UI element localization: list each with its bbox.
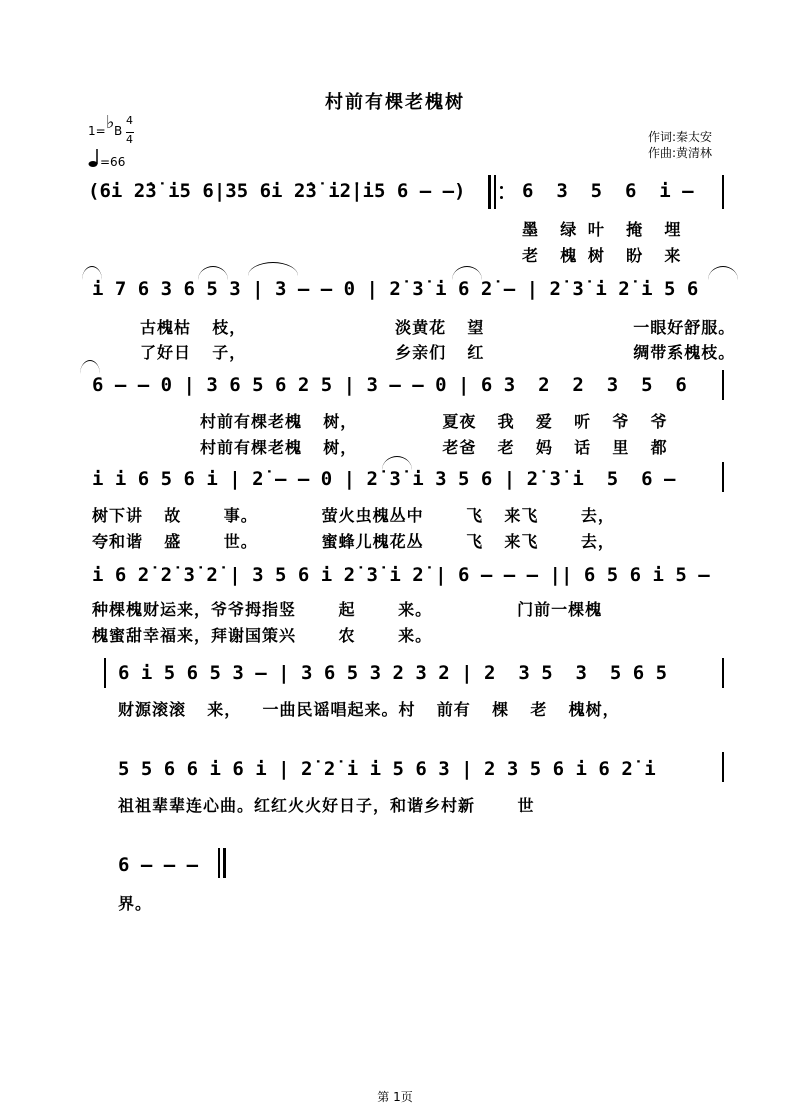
lyric-verse-2: 老 槐 树 盼 来 [522,246,682,265]
barline [722,752,724,782]
lyric-verse-2: 村前有棵老槐 树， 老爸 老 妈 话 里 都 [200,438,668,457]
key-label: 1= [88,124,106,138]
lyric-verse-1: 界。 [118,894,153,913]
barline [722,175,724,209]
page-number: 第 1页 [377,1090,413,1104]
slur [708,266,738,280]
flat-sign: ♭ [106,112,115,133]
repeat-dot [500,186,503,189]
key-note: B [114,124,123,138]
notation-line-1b: 6 3 5 6 i – [522,180,694,202]
tempo-marking: =66 [100,155,126,169]
lyric-verse-2: 夸和谐 盛 世。 蜜蜂儿槐花丛 飞 来飞 去， [92,532,615,551]
notation-line-8: 6 – – – [118,854,199,876]
repeat-dot [500,196,503,199]
lyric-verse-1: 墨 绿 叶 掩 埋 [522,220,682,239]
notation-line-7: 5 5 6 6 i 6 i | 2̇ 2̇ i i 5 6 3 | 2 3 5 6 i 6 2̇ i [118,758,656,780]
barline [722,658,724,688]
notation-line-4: i i 6 5 6 i | 2̇ – – 0 | 2̇ 3̇ i 3 5 6 | 2̇ 3̇ i 5 6 – [92,468,676,490]
lyric-verse-1: 树下讲 故 事。 萤火虫槐丛中 飞 来飞 去， [92,506,615,525]
final-barline-thin [218,848,220,878]
lyric-verse-1: 财源滚滚 来， 一曲民谣唱起来。村 前有 棵 老 槐树， [118,700,620,719]
lyric-verse-1: 村前有棵老槐 树， 夏夜 我 爱 听 爷 爷 [200,412,668,431]
lyric-verse-2: 槐蜜甜幸福来，拜谢国策兴 农 来。 [92,626,433,645]
notation-line-2: i 7 6 3 6 5 3 | 3 – – 0 | 2̇ 3̇ i 6 2̇ – | 2̇ 3̇ i 2̇ i 5 6 [92,278,699,300]
barline [104,658,106,688]
lyric-verse-1: 古槐枯 枝， 淡黄花 望 一眼好舒服。 [140,318,736,337]
notation-line-1: (6i 2̇3̇ i5 6|35 6i 2̇3̇ i2̇|i5 6 – –) [88,180,466,202]
lyric-verse-2: 了好日 子， 乡亲们 红 绸带系槐枝。 [140,343,736,362]
lyric-verse-1: 祖祖辈辈连心曲。红红火火好日子，和谐乡村新 世 [118,796,535,815]
repeat-barline [488,175,491,209]
notation-line-5: i 6 2̇ 2̇ 3̇ 2̇ | 3 5 6 i 2̇ 3̇ i 2̇ | 6 – – – || 6 5 6 i 5 – [92,564,710,586]
composer-credit: 作曲:黄清林 [647,146,712,160]
slur [248,262,298,276]
song-title: 村前有棵老槐树 [325,92,465,113]
notation-line-3: 6 – – 0 | 3 6 5 6 2 5 | 3 – – 0 | 6 3 2 2 3 5 6 [92,374,687,396]
time-signature-bottom: 4 [126,133,133,146]
barline [722,462,724,492]
lyricist-credit: 作词:秦太安 [647,130,712,144]
final-barline-thick [223,848,226,878]
barline [722,370,724,400]
repeat-barline-thin [494,175,496,209]
notation-line-6: 6 i 5 6 5 3 – | 3 6 5 3 2 3 2 | 2 3 5 3 5 6 5 [118,662,668,684]
lyric-verse-1: 种棵槐财运来，爷爷拇指竖 起 来。 门前一棵槐 [92,600,603,619]
time-signature-top: 4 [126,114,133,127]
slur [80,360,100,374]
